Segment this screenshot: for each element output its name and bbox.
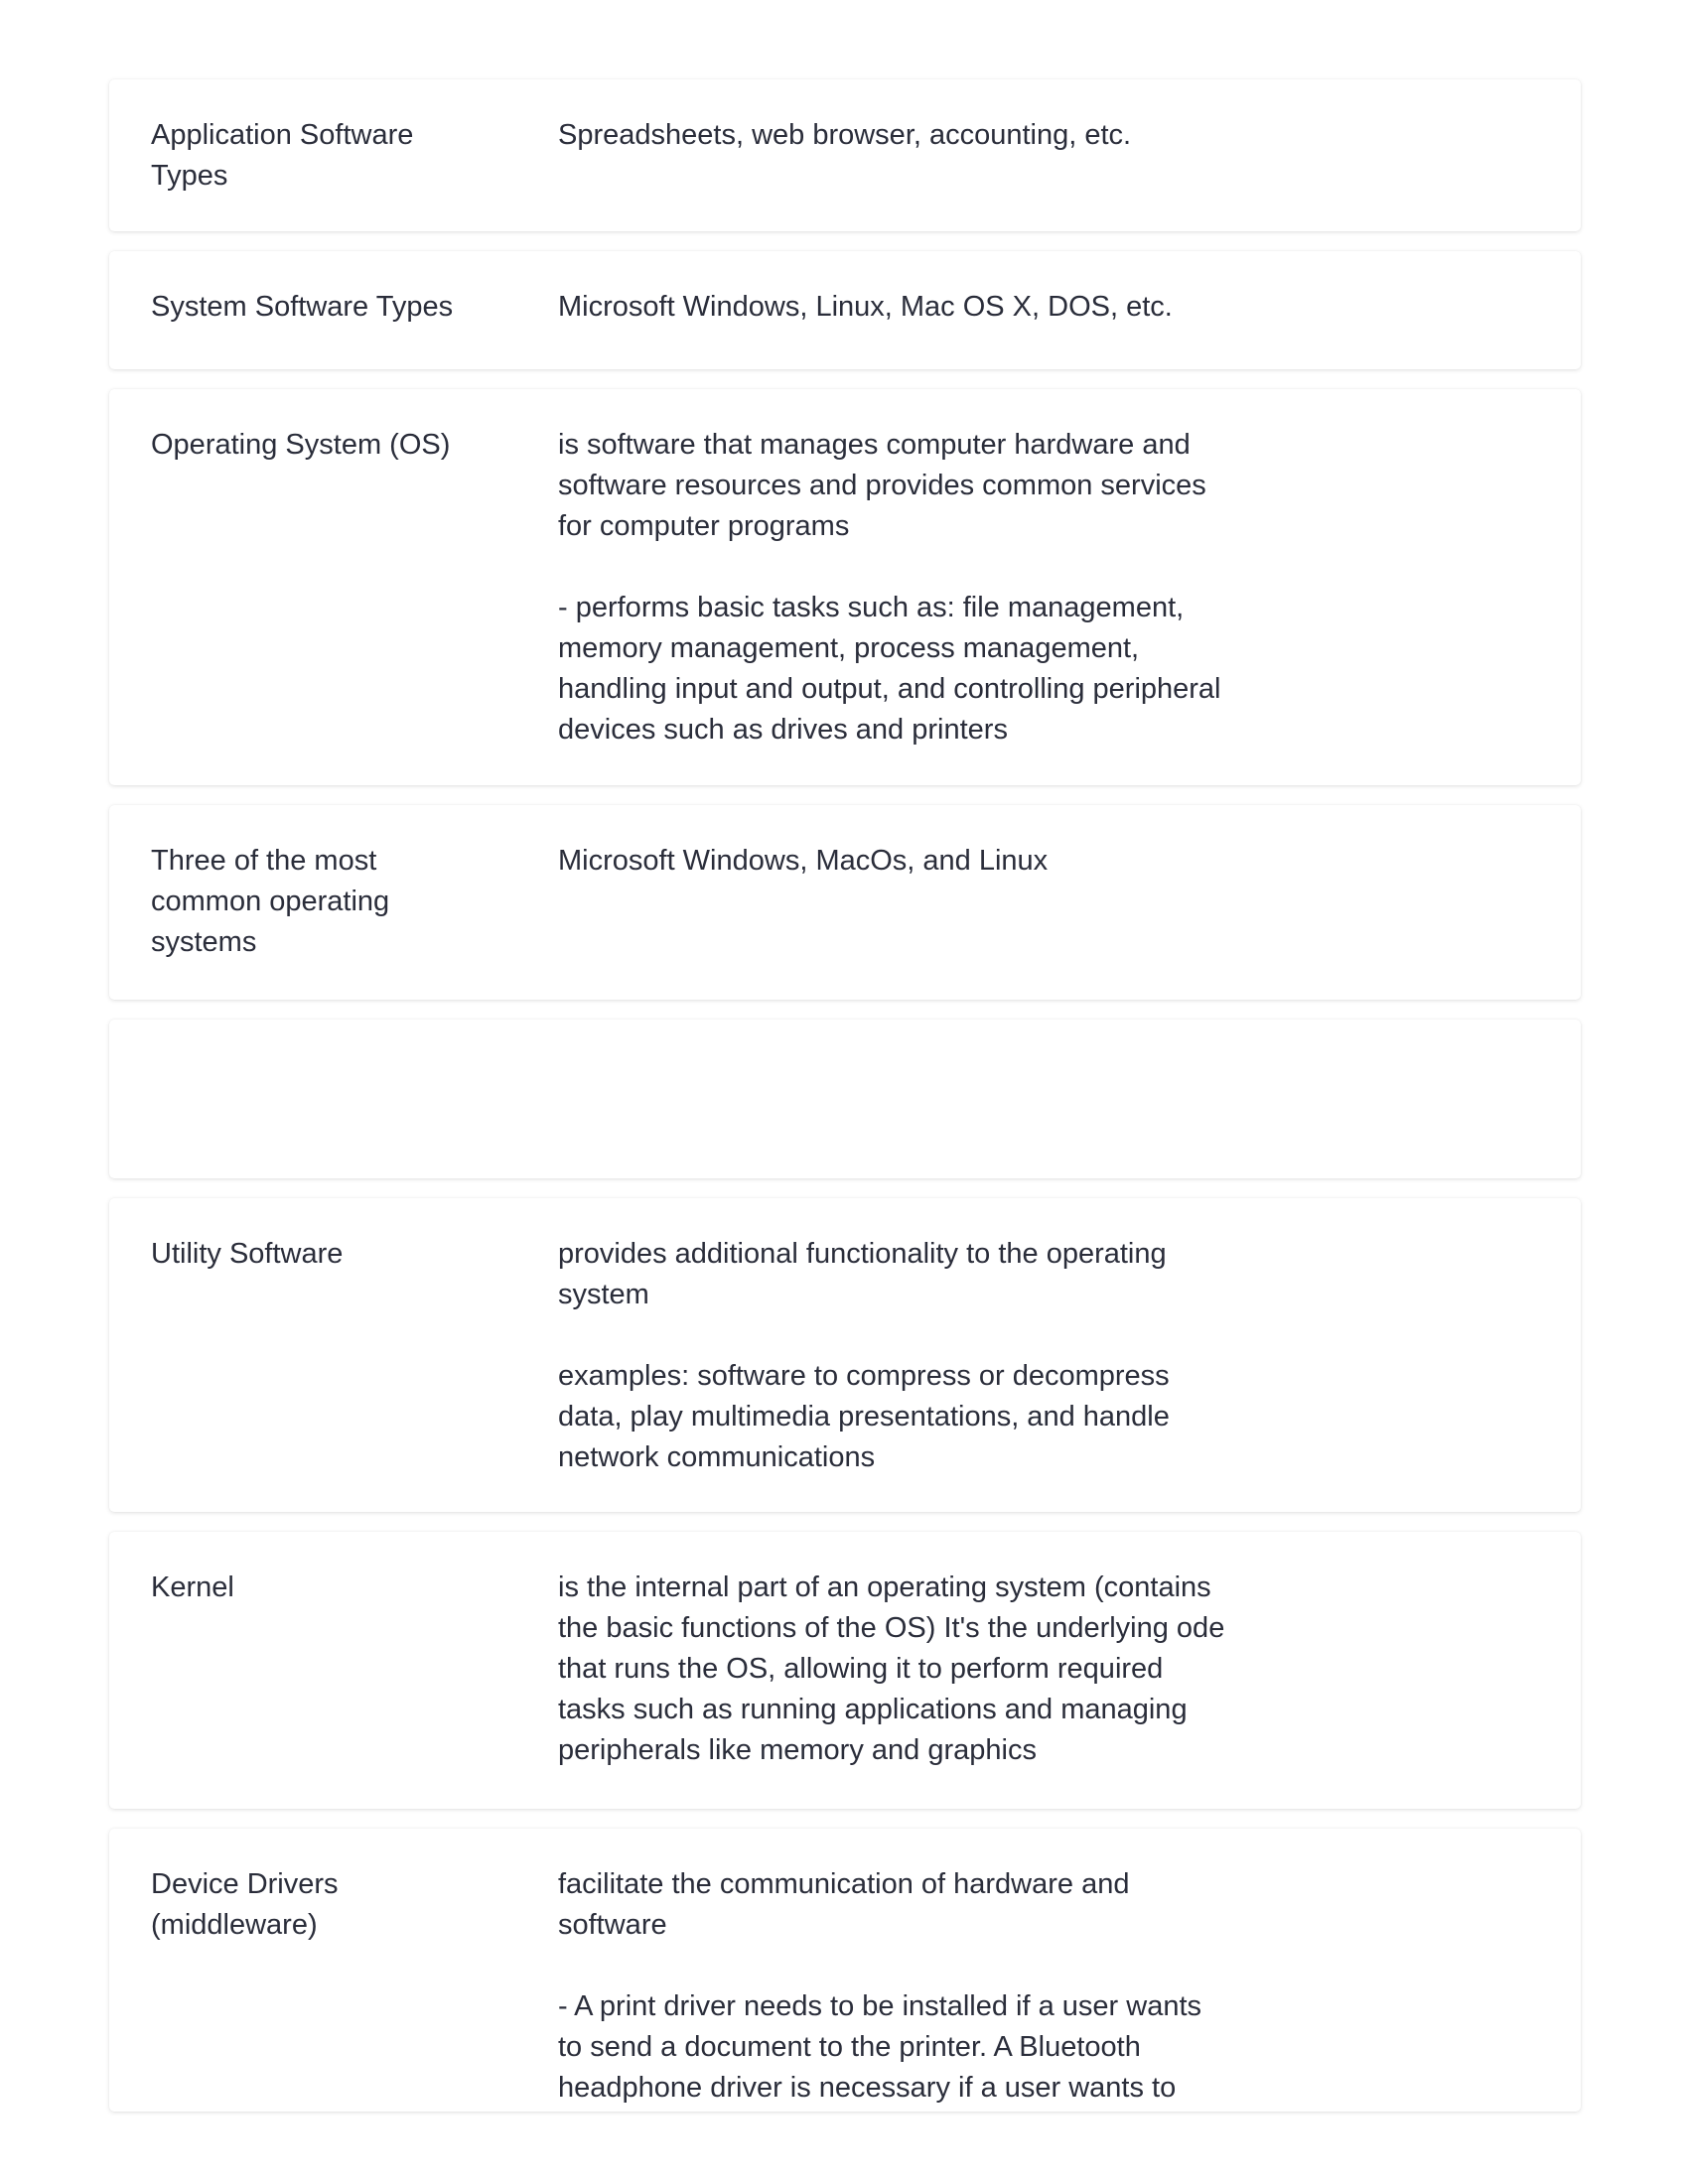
definition-paragraph: - A print driver needs to be installed if a user wants to send a document to the printer. A Bluetooth headphone driver is necessary if a user wants to [558, 1990, 1202, 2104]
card-definition [558, 425, 1233, 751]
definition-paragraph: Microsoft Windows, Linux, Mac OS X, DOS, etc. [558, 291, 1173, 323]
flashcard[interactable] [109, 1829, 1581, 2112]
definition-paragraph: facilitate the communication of hardware and software [558, 1868, 1130, 1941]
flashcard[interactable] [109, 79, 1581, 231]
definition-paragraph: examples: software to compress or decompress data, play multimedia presentations, and handle network communications [558, 1360, 1170, 1473]
card-definition [558, 841, 1233, 882]
card-term: Device Drivers (middleware) [151, 1868, 339, 1941]
flashcard[interactable] [109, 251, 1581, 369]
card-definition [558, 1568, 1233, 1771]
card-term: Three of the most common operating systems [151, 845, 390, 958]
card-term: System Software Types [151, 291, 454, 323]
flashcard[interactable] [109, 805, 1581, 1000]
definition-paragraph: is software that manages computer hardware and software resources and provides common services for computer programs [558, 429, 1206, 542]
card-term: Utility Software [151, 1238, 344, 1270]
definition-paragraph: Spreadsheets, web browser, accounting, etc. [558, 119, 1132, 151]
card-definition [558, 115, 1233, 156]
definition-paragraph: - performs basic tasks such as: file management, memory management, process management, handling input and output, and controlling peripheral devices such as drives and printers [558, 592, 1221, 746]
flashcard[interactable] [109, 1198, 1581, 1512]
card-term: Operating System (OS) [151, 429, 451, 461]
card-term: Kernel [151, 1571, 234, 1603]
definition-paragraph: provides additional functionality to the operating system [558, 1238, 1167, 1310]
flashcard-empty[interactable] [109, 1020, 1581, 1178]
card-term: Application Software Types [151, 119, 414, 192]
flashcard[interactable] [109, 1532, 1581, 1809]
definition-paragraph: is the internal part of an operating system (contains the basic functions of the OS) It's the underlying ode that runs the OS, allowing it to perform required tasks such as running applications and managing peripherals like memory and graphics [558, 1571, 1225, 1766]
card-definition [558, 1864, 1233, 2109]
card-definition [558, 287, 1233, 328]
definition-paragraph: Microsoft Windows, MacOs, and Linux [558, 845, 1049, 877]
flashcard[interactable] [109, 389, 1581, 785]
card-definition [558, 1234, 1233, 1478]
